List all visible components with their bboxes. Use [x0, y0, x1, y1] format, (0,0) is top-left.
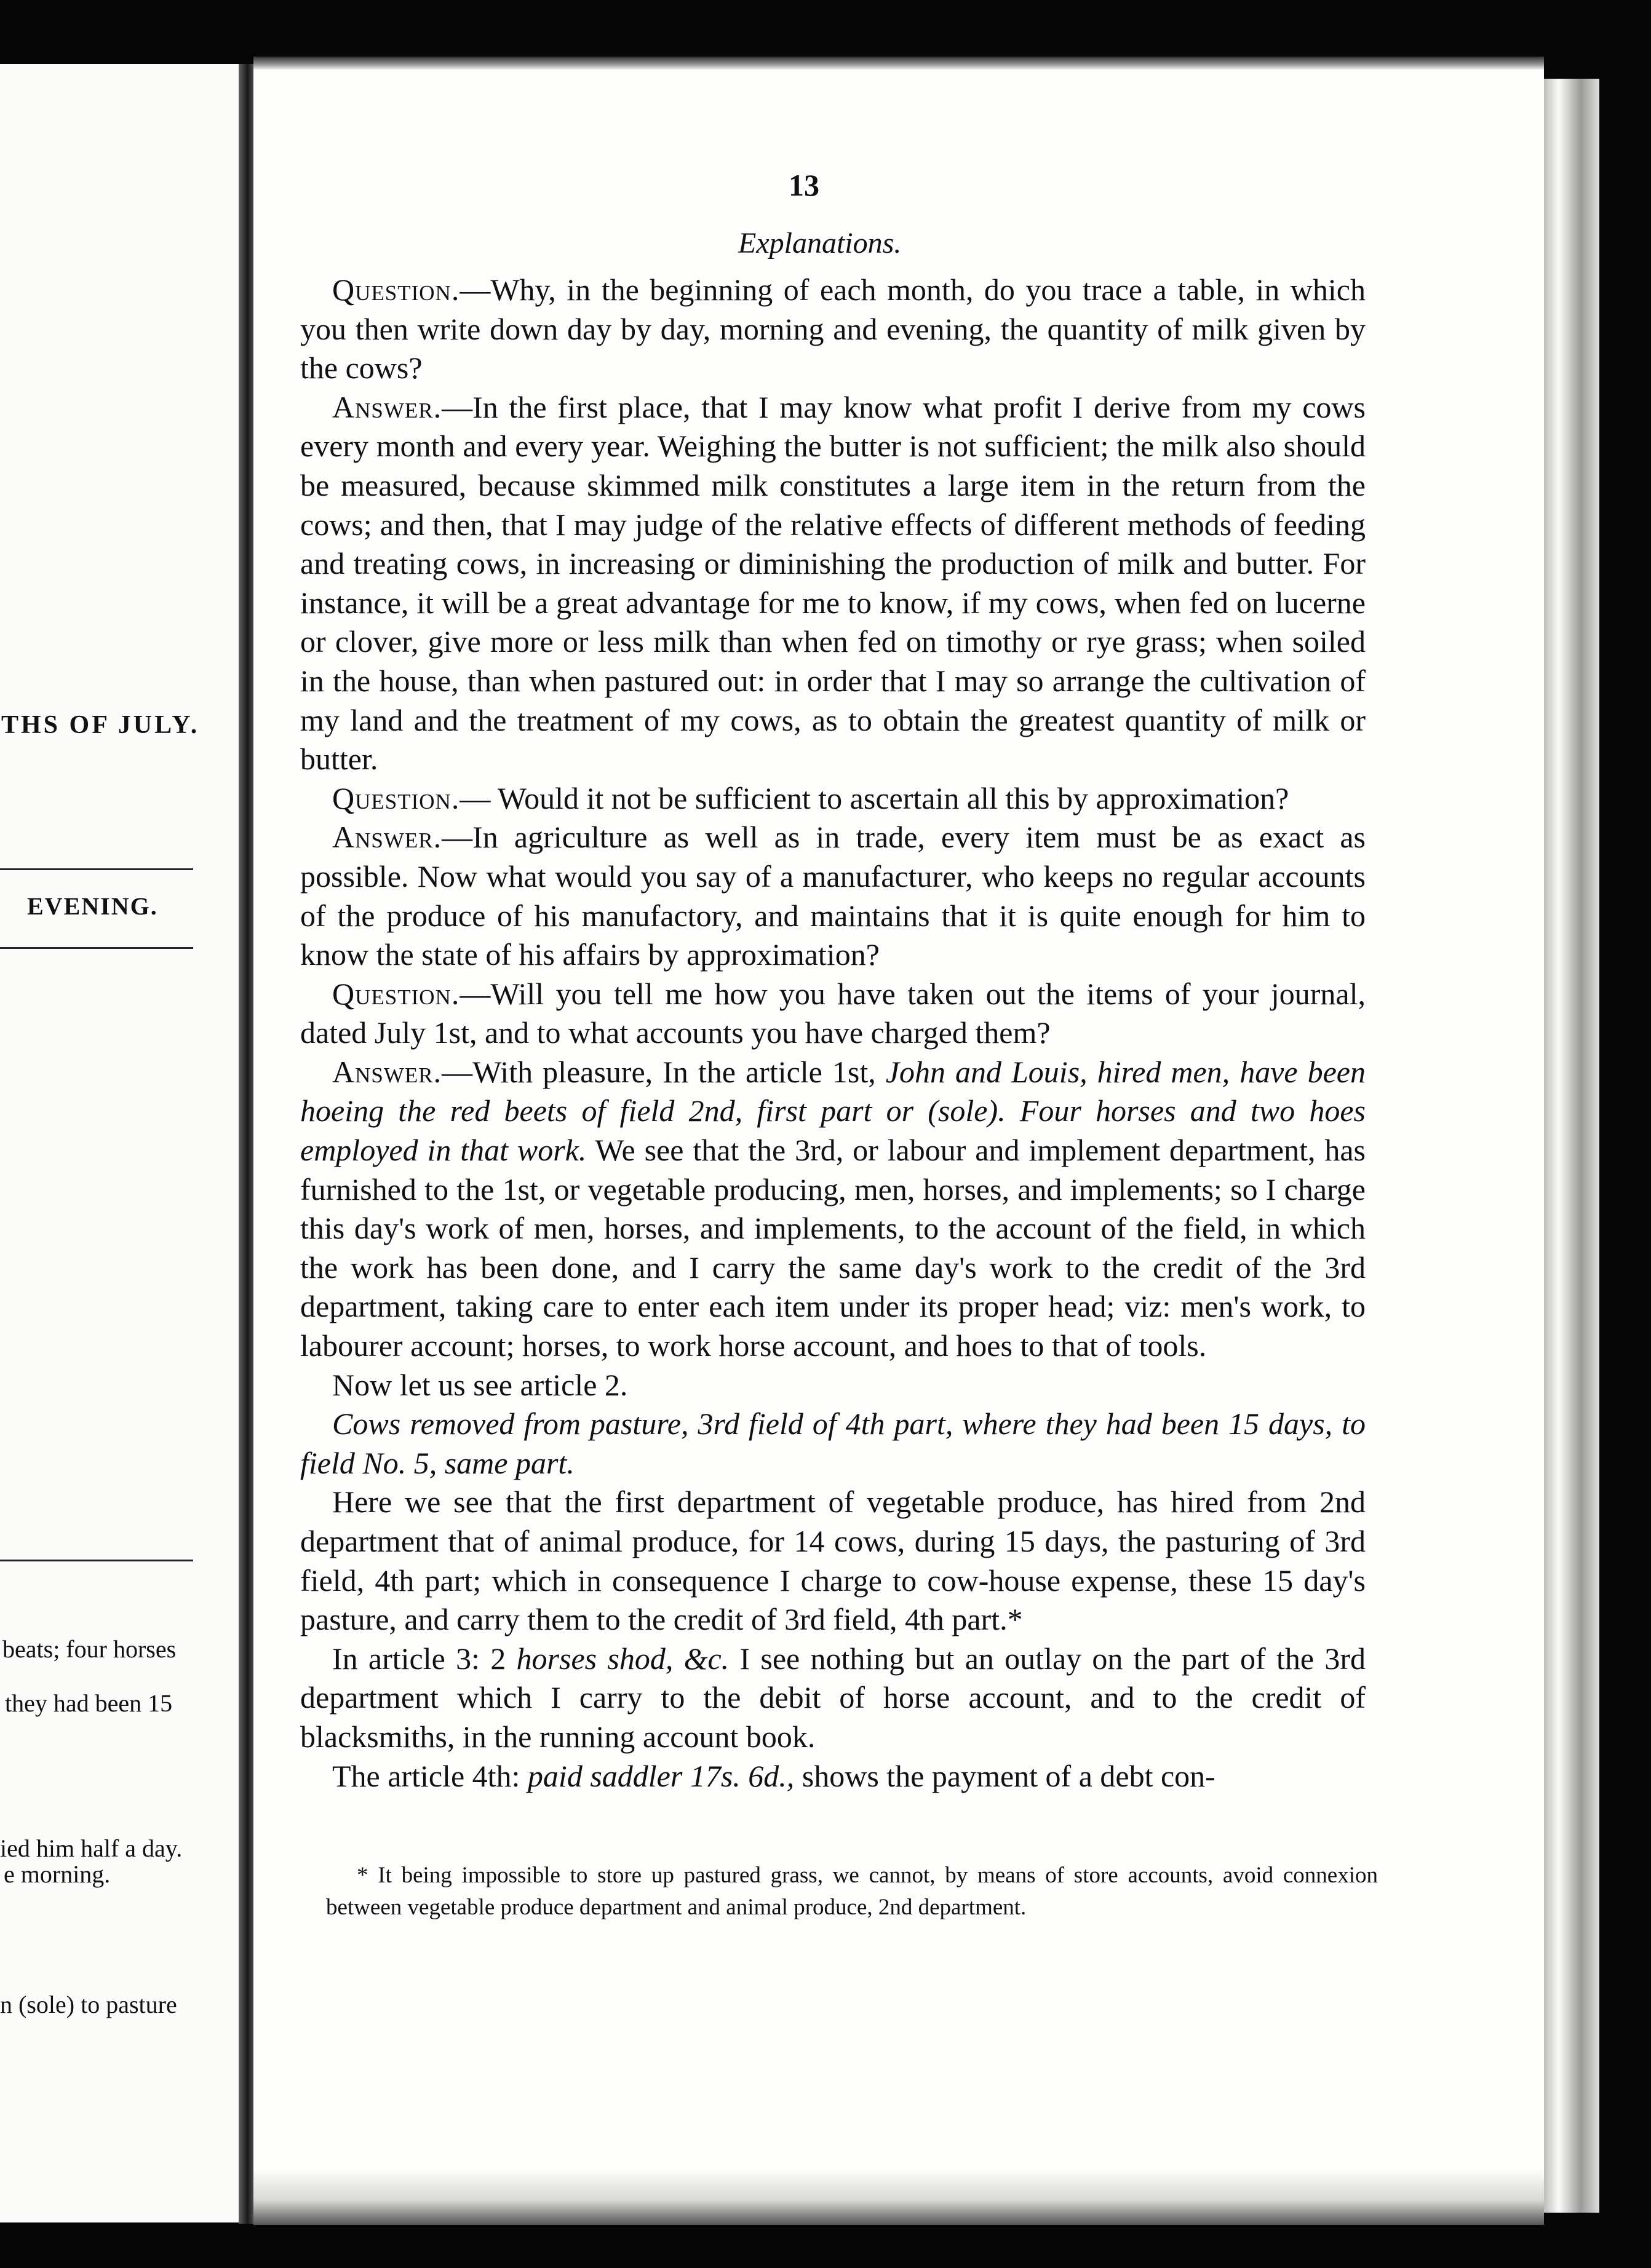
speaker-label: Question.	[332, 976, 460, 1011]
paragraph	[300, 1405, 1366, 1483]
left-column-header: EVENING.	[27, 892, 158, 920]
left-running-head: THS OF JULY.	[1, 711, 200, 739]
paragraph	[300, 1366, 1366, 1405]
paragraph	[300, 1483, 1366, 1639]
journal-entry-quote: Cows removed from pasture, 3rd field of 4th part, where they had been 15 days, to field No. 5, same part.	[300, 1406, 1366, 1480]
speaker-label: Answer.	[332, 820, 442, 855]
paragraph-text: —Why, in the beginning of each month, do you trace a table, in which you then write down day by day, morning and evening, the quantity of milk given by the cows?	[300, 272, 1366, 386]
paragraph-text: The article 4th:	[332, 1758, 528, 1793]
paragraph	[300, 1053, 1366, 1366]
paragraph-text: Now let us see article 2.	[332, 1367, 628, 1402]
journal-entry-quote: paid saddler 17s. 6d.,	[527, 1758, 795, 1793]
left-fragment-3: ied him half a day.	[0, 1834, 183, 1862]
paragraph-text: In article 3: 2	[332, 1641, 517, 1676]
body-text	[300, 271, 1366, 1796]
speaker-label: Answer.	[332, 1054, 442, 1089]
paragraph	[300, 1757, 1366, 1796]
section-title: Explanations.	[738, 227, 902, 260]
paragraph	[300, 1640, 1366, 1757]
left-table-rule-top	[0, 868, 193, 870]
left-page	[0, 64, 240, 2222]
paragraph	[300, 779, 1366, 819]
paragraph-text: I see nothing but an outlay on the part of the 3rd department which I carry to the debit of horse account, and to the credit of blacksmiths, in the running account book.	[300, 1641, 1366, 1754]
speaker-label: Answer.	[332, 389, 442, 424]
paragraph-text: We see that the 3rd, or labour and implement department, has furnished to the 1st, or vegetable producing, men, horses, and implements; so I charge this day's work of men, horses, and implements, to the account of the field, in which the work has been done, and I carry the same day's work to the credit of the 3rd department, taking care to enter each item under its proper head; viz: men's work, to labourer account; horses, to work horse account, and hoes to that of tools.	[300, 1133, 1366, 1363]
left-fragment-2: they had been 15	[5, 1689, 173, 1717]
paragraph-text: —With pleasure, In the article 1st,	[442, 1054, 886, 1089]
paragraph	[300, 271, 1366, 388]
paragraph	[300, 975, 1366, 1053]
speaker-label: Question.	[332, 272, 460, 307]
paragraph-text: —In agriculture as well as in trade, every item must be as exact as possible. Now what would you say of a manufacturer, who keeps no regular accounts of the produce of his manufactory, and maintains that it is quite enough for him to know the state of his affairs by approximation?	[300, 820, 1366, 972]
footnote	[326, 1860, 1378, 1924]
paragraph-text: —Will you tell me how you have taken out the items of your journal, dated July 1st, and to what accounts you have charged them?	[300, 976, 1366, 1050]
paragraph	[300, 388, 1366, 779]
journal-entry-quote: horses shod, &c.	[516, 1641, 730, 1676]
paragraph-text: — Would it not be sufficient to ascertain all this by approximation?	[459, 780, 1289, 815]
paragraph	[300, 818, 1366, 974]
paragraph-text: Here we see that the first department of vegetable produce, has hired from 2nd department that of animal produce, for 14 cows, during 15 days, the pasturing of 3rd field, 4th part; which in consequence I charge to cow-house expense, these 15 day's pasture, and carry them to the credit of 3rd field, 4th part.*	[300, 1485, 1366, 1637]
paragraph-text: shows the payment of a debt con-	[794, 1758, 1215, 1793]
page-number: 13	[789, 168, 819, 202]
journal-entry-quote: John and Louis, hired men, have been hoeing the red beets of field 2nd, first part or (sole). Four horses and two hoes employed in that work.	[300, 1054, 1366, 1168]
speaker-label: Question.	[332, 780, 460, 815]
page-bottom-edge	[253, 2170, 1544, 2225]
left-table-rule-mid	[0, 947, 193, 949]
left-fragment-5: n (sole) to pasture	[0, 1991, 177, 2018]
paragraph-text: —In the first place, that I may know what profit I derive from my cows every month and every year. Weighing the butter is not sufficient; the milk also should be measured, because skimmed milk constitutes a large item in the return from the cows; and then, that I may judge of the relative effects of different methods of feeding and treating cows, in increasing or diminishing the production of milk and butter. For instance, it will be a great advantage for me to know, if my cows, when fed on lucerne or clover, give more or less milk than when fed on timothy or rye grass; when soiled in the house, than when pastured out: in order that I may so arrange the cultivation of my land and the treatment of my cows, as to obtain the greatest quantity of milk or butter.	[300, 389, 1366, 777]
footnote-text: * It being impossible to store up pastured grass, we cannot, by means of store accounts, avoid connexion between vegetable produce department and animal produce, 2nd department.	[326, 1863, 1378, 1920]
left-fragment-4: e morning.	[4, 1860, 111, 1888]
page-top-edge	[253, 57, 1544, 70]
left-table-rule-bottom	[0, 1560, 193, 1561]
left-fragment-1: beats; four horses	[2, 1635, 177, 1663]
